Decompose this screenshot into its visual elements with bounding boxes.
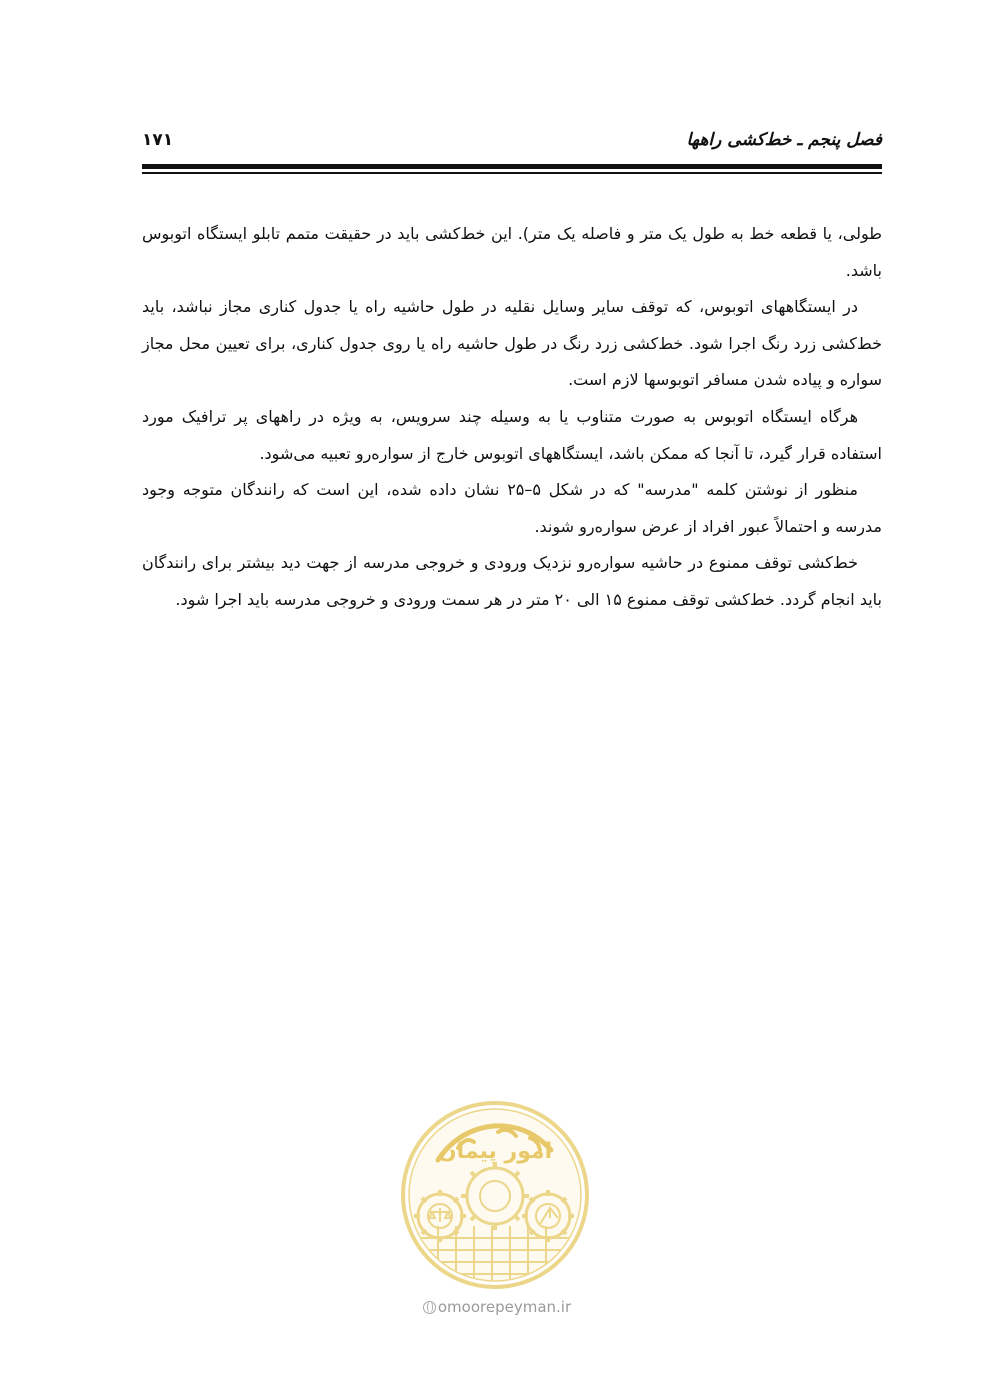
watermark-seal-icon [398,1098,592,1292]
watermark-caption [372,1298,622,1316]
watermark-site: omoorepeyman.ir [437,1298,572,1316]
page-header [142,126,882,160]
body-text [142,216,882,619]
logo-text: امور پیمان [437,1139,553,1164]
paragraph-5: خط‌کشی توقف ممنوع در حاشیه سواره‌رو نزدیک ورودی و خروجی مدرسه از جهت دید بیشتر برای رانندگان باید انجام گردد. خط‌کشی توقف ممنوع ۱۵ الی ۲۰ متر در هر سمت ورودی و خروجی مدرسه باید اجرا شود. [142,553,882,609]
header-rule-thin [142,172,882,174]
paragraph-1: طولی، یا قطعه خط به طول یک متر و فاصله یک متر). این خط‌کشی باید در حقیقت متمم تابلو ایستگاه اتوبوس باشد. [142,224,882,280]
watermark-logo [398,1098,592,1292]
paragraph-4: منظور از نوشتن کلمه "مدرسه" که در شکل ۵–۲۵ نشان داده شده، این است که رانندگان متوجه وجود مدرسه و احتمالاً عبور افراد از عرض سواره‌رو شوند. [142,480,882,536]
globe-icon [423,1301,436,1314]
header-rule-thick [142,164,882,169]
paragraph-3: هرگاه ایستگاه اتوبوس به صورت متناوب یا به وسیله چند سرویس، به ویژه در راههای پر ترافیک مورد استفاده قرار گیرد، تا آنجا که ممکن باشد، ایستگاههای اتوبوس خارج از سواره‌رو تعبیه می‌شود. [142,406,882,463]
chapter-title: فصل پنجم ـ خط‌کشی راهها [686,130,882,150]
page-number: ۱۷۱ [142,130,174,150]
paragraph-2: در ایستگاههای اتوبوس، که توقف سایر وسایل نقلیه در طول حاشیه راه یا جدول کناری مجاز نباشد، باید خط‌کشی زرد رنگ اجرا شود. خط‌کشی زرد رنگ در طول حاشیه راه یا روی جدول کناری، برای تعیین محل مجاز سواره و پیاده شدن مسافر اتوبوسها لازم است. [142,297,882,390]
